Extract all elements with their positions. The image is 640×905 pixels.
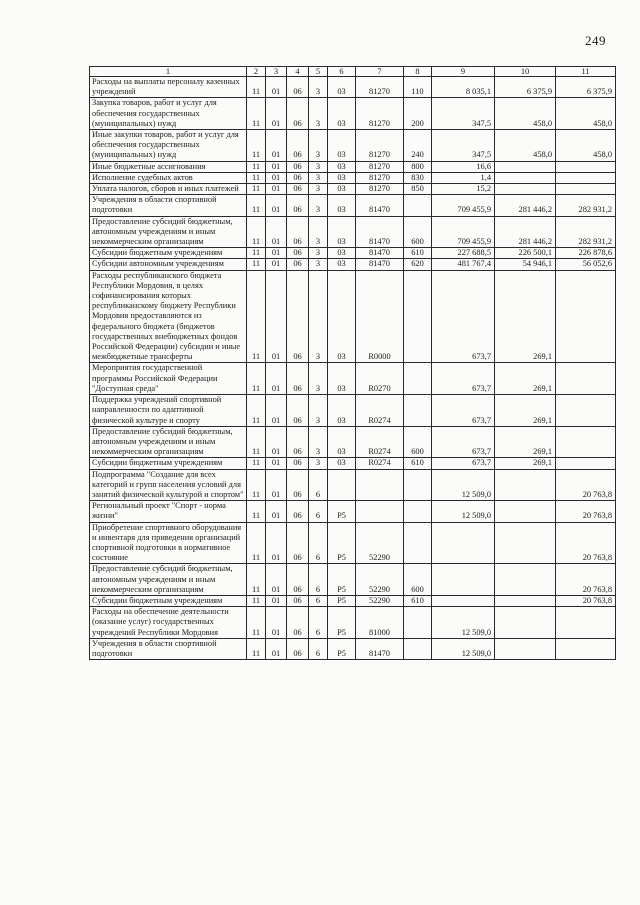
- amount-year-2-cell: 269,1: [495, 458, 556, 469]
- gov-code-cell: 11: [247, 638, 266, 659]
- target-article-code-cell: R0274: [356, 395, 404, 427]
- subsection-code-cell: 06: [287, 426, 309, 458]
- header-cell: 9: [432, 67, 495, 77]
- header-cell: 3: [266, 67, 287, 77]
- section-code-cell: 01: [266, 395, 287, 427]
- gov-code-cell: 11: [247, 564, 266, 596]
- amount-year-2-cell: 6 375,9: [495, 77, 556, 98]
- gov-code-cell: 11: [247, 522, 266, 564]
- section-code-cell: 01: [266, 607, 287, 639]
- table-row: [90, 501, 616, 522]
- project-code-cell: P5: [328, 607, 356, 639]
- gov-code-cell: 11: [247, 248, 266, 259]
- target-article-code-cell: 81270: [356, 184, 404, 195]
- expense-type-code-cell: [404, 195, 432, 216]
- project-code-cell: 03: [328, 248, 356, 259]
- amount-year-2-cell: 269,1: [495, 363, 556, 395]
- amount-year-3-cell: 6 375,9: [556, 77, 616, 98]
- amount-year-3-cell: [556, 607, 616, 639]
- section-code-cell: 01: [266, 501, 287, 522]
- gov-code-cell: 11: [247, 363, 266, 395]
- table-row: [90, 77, 616, 98]
- expense-type-code-cell: [404, 522, 432, 564]
- header-cell: 4: [287, 67, 309, 77]
- subsection-code-cell: 06: [287, 172, 309, 183]
- program-code-cell: 6: [309, 501, 328, 522]
- expense-type-code-cell: [404, 270, 432, 363]
- project-code-cell: 03: [328, 458, 356, 469]
- row-name-cell: Учреждения в области спортивной подготовки: [90, 195, 247, 216]
- amount-year-1-cell: [432, 564, 495, 596]
- subsection-code-cell: 06: [287, 259, 309, 270]
- table-row: [90, 195, 616, 216]
- project-code-cell: P5: [328, 595, 356, 606]
- target-article-code-cell: 81470: [356, 259, 404, 270]
- section-code-cell: 01: [266, 216, 287, 248]
- amount-year-1-cell: 12 509,0: [432, 607, 495, 639]
- row-name-cell: Мероприятия государственной программы Российской Федерации "Доступная среда": [90, 363, 247, 395]
- project-code-cell: P5: [328, 564, 356, 596]
- section-code-cell: 01: [266, 98, 287, 130]
- expense-type-code-cell: [404, 469, 432, 501]
- table-row: [90, 172, 616, 183]
- amount-year-3-cell: 20 763,8: [556, 501, 616, 522]
- table-row: [90, 607, 616, 639]
- amount-year-3-cell: 20 763,8: [556, 564, 616, 596]
- header-cell: 10: [495, 67, 556, 77]
- section-code-cell: 01: [266, 130, 287, 162]
- row-name-cell: Подпрограмма "Создание для всех категорий и групп населения условий для занятий физической культурой и спортом": [90, 469, 247, 501]
- expense-type-code-cell: 800: [404, 161, 432, 172]
- amount-year-1-cell: 15,2: [432, 184, 495, 195]
- amount-year-3-cell: [556, 172, 616, 183]
- project-code-cell: 03: [328, 161, 356, 172]
- project-code-cell: P5: [328, 501, 356, 522]
- amount-year-1-cell: 8 035,1: [432, 77, 495, 98]
- expense-type-code-cell: [404, 363, 432, 395]
- table-row: [90, 248, 616, 259]
- table-row: [90, 595, 616, 606]
- section-code-cell: 01: [266, 172, 287, 183]
- amount-year-1-cell: [432, 595, 495, 606]
- project-code-cell: 03: [328, 395, 356, 427]
- row-name-cell: Предоставление субсидий бюджетным, автономным учреждениям и иным некоммерческим организациям: [90, 426, 247, 458]
- gov-code-cell: 11: [247, 607, 266, 639]
- program-code-cell: 6: [309, 469, 328, 501]
- project-code-cell: 03: [328, 270, 356, 363]
- amount-year-2-cell: 226 500,1: [495, 248, 556, 259]
- gov-code-cell: 11: [247, 130, 266, 162]
- expense-type-code-cell: [404, 607, 432, 639]
- gov-code-cell: 11: [247, 184, 266, 195]
- row-name-cell: Уплата налогов, сборов и иных платежей: [90, 184, 247, 195]
- section-code-cell: 01: [266, 259, 287, 270]
- row-name-cell: Расходы на обеспечение деятельности (оказание услуг) государственных учреждений Республики Мордовия: [90, 607, 247, 639]
- expense-type-code-cell: 200: [404, 98, 432, 130]
- amount-year-1-cell: 347,5: [432, 130, 495, 162]
- target-article-code-cell: 81270: [356, 161, 404, 172]
- subsection-code-cell: 06: [287, 98, 309, 130]
- expense-type-code-cell: 610: [404, 248, 432, 259]
- amount-year-3-cell: 20 763,8: [556, 522, 616, 564]
- gov-code-cell: 11: [247, 98, 266, 130]
- page-number: 249: [585, 33, 606, 48]
- row-name-cell: Субсидии бюджетным учреждениям: [90, 458, 247, 469]
- amount-year-1-cell: 12 509,0: [432, 638, 495, 659]
- amount-year-1-cell: 673,7: [432, 270, 495, 363]
- expense-type-code-cell: 830: [404, 172, 432, 183]
- gov-code-cell: 11: [247, 259, 266, 270]
- table-row: [90, 426, 616, 458]
- amount-year-3-cell: [556, 270, 616, 363]
- amount-year-3-cell: 282 931,2: [556, 195, 616, 216]
- gov-code-cell: 11: [247, 270, 266, 363]
- amount-year-1-cell: 673,7: [432, 458, 495, 469]
- program-code-cell: 6: [309, 607, 328, 639]
- budget-table: [89, 66, 616, 660]
- amount-year-2-cell: 281 446,2: [495, 216, 556, 248]
- section-code-cell: 01: [266, 522, 287, 564]
- program-code-cell: 3: [309, 98, 328, 130]
- amount-year-1-cell: 673,7: [432, 395, 495, 427]
- project-code-cell: 03: [328, 259, 356, 270]
- row-name-cell: Предоставление субсидий бюджетным, автономным учреждениям и иным некоммерческим организациям: [90, 564, 247, 596]
- target-article-code-cell: 81470: [356, 248, 404, 259]
- program-code-cell: 6: [309, 638, 328, 659]
- amount-year-3-cell: [556, 638, 616, 659]
- expense-type-code-cell: 600: [404, 564, 432, 596]
- target-article-code-cell: 81470: [356, 195, 404, 216]
- subsection-code-cell: 06: [287, 161, 309, 172]
- table-row: [90, 161, 616, 172]
- header-row: [90, 67, 616, 77]
- amount-year-2-cell: [495, 522, 556, 564]
- table-body: [90, 67, 616, 660]
- section-code-cell: 01: [266, 270, 287, 363]
- subsection-code-cell: 06: [287, 522, 309, 564]
- expense-type-code-cell: [404, 501, 432, 522]
- target-article-code-cell: 81000: [356, 607, 404, 639]
- amount-year-3-cell: [556, 395, 616, 427]
- section-code-cell: 01: [266, 564, 287, 596]
- program-code-cell: 3: [309, 426, 328, 458]
- project-code-cell: 03: [328, 130, 356, 162]
- subsection-code-cell: 06: [287, 607, 309, 639]
- subsection-code-cell: 06: [287, 195, 309, 216]
- row-name-cell: Расходы республиканского бюджета Республики Мордовия, в целях софинансирования которых республиканскому бюджету Республики Мордовия предоставляются из федерального бюджета (бюджетов государственных внебюджетных фондов Российской Федерации) субсидии и иные межбюджетные трансферты: [90, 270, 247, 363]
- amount-year-3-cell: 282 931,2: [556, 216, 616, 248]
- amount-year-3-cell: [556, 363, 616, 395]
- amount-year-2-cell: 269,1: [495, 270, 556, 363]
- program-code-cell: 3: [309, 195, 328, 216]
- section-code-cell: 01: [266, 595, 287, 606]
- table-row: [90, 522, 616, 564]
- amount-year-3-cell: 56 052,6: [556, 259, 616, 270]
- subsection-code-cell: 06: [287, 130, 309, 162]
- program-code-cell: 3: [309, 259, 328, 270]
- gov-code-cell: 11: [247, 595, 266, 606]
- section-code-cell: 01: [266, 458, 287, 469]
- row-name-cell: Предоставление субсидий бюджетным, автономным учреждениям и иным некоммерческим организациям: [90, 216, 247, 248]
- program-code-cell: 3: [309, 270, 328, 363]
- subsection-code-cell: 06: [287, 270, 309, 363]
- amount-year-3-cell: [556, 184, 616, 195]
- expense-type-code-cell: 610: [404, 458, 432, 469]
- header-cell: 7: [356, 67, 404, 77]
- amount-year-3-cell: 226 878,6: [556, 248, 616, 259]
- target-article-code-cell: R0000: [356, 270, 404, 363]
- section-code-cell: 01: [266, 195, 287, 216]
- project-code-cell: 03: [328, 426, 356, 458]
- program-code-cell: 3: [309, 248, 328, 259]
- program-code-cell: 3: [309, 363, 328, 395]
- section-code-cell: 01: [266, 184, 287, 195]
- amount-year-1-cell: 673,7: [432, 363, 495, 395]
- table-row: [90, 216, 616, 248]
- target-article-code-cell: [356, 501, 404, 522]
- subsection-code-cell: 06: [287, 77, 309, 98]
- row-name-cell: Иные закупки товаров, работ и услуг для обеспечения государственных (муниципальных) нужд: [90, 130, 247, 162]
- subsection-code-cell: 06: [287, 501, 309, 522]
- table-row: [90, 363, 616, 395]
- amount-year-2-cell: [495, 161, 556, 172]
- amount-year-3-cell: 458,0: [556, 130, 616, 162]
- project-code-cell: 03: [328, 216, 356, 248]
- amount-year-2-cell: [495, 469, 556, 501]
- amount-year-1-cell: 227 688,5: [432, 248, 495, 259]
- amount-year-2-cell: [495, 638, 556, 659]
- table-row: [90, 130, 616, 162]
- subsection-code-cell: 06: [287, 248, 309, 259]
- gov-code-cell: 11: [247, 172, 266, 183]
- target-article-code-cell: 81470: [356, 216, 404, 248]
- amount-year-1-cell: [432, 522, 495, 564]
- gov-code-cell: 11: [247, 77, 266, 98]
- expense-type-code-cell: 610: [404, 595, 432, 606]
- row-name-cell: Региональный проект "Спорт - норма жизни": [90, 501, 247, 522]
- target-article-code-cell: 52290: [356, 522, 404, 564]
- row-name-cell: Иные бюджетные ассигнования: [90, 161, 247, 172]
- table-row: [90, 564, 616, 596]
- amount-year-3-cell: [556, 458, 616, 469]
- amount-year-2-cell: 269,1: [495, 426, 556, 458]
- program-code-cell: 3: [309, 172, 328, 183]
- target-article-code-cell: 52290: [356, 595, 404, 606]
- header-cell: 8: [404, 67, 432, 77]
- gov-code-cell: 11: [247, 216, 266, 248]
- row-name-cell: Закупка товаров, работ и услуг для обеспечения государственных (муниципальных) нужд: [90, 98, 247, 130]
- target-article-code-cell: R0274: [356, 426, 404, 458]
- section-code-cell: 01: [266, 363, 287, 395]
- program-code-cell: 3: [309, 77, 328, 98]
- target-article-code-cell: R0274: [356, 458, 404, 469]
- header-cell: 2: [247, 67, 266, 77]
- row-name-cell: Расходы на выплаты персоналу казенных учреждений: [90, 77, 247, 98]
- target-article-code-cell: R0270: [356, 363, 404, 395]
- section-code-cell: 01: [266, 248, 287, 259]
- amount-year-3-cell: [556, 161, 616, 172]
- row-name-cell: Субсидии бюджетным учреждениям: [90, 248, 247, 259]
- section-code-cell: 01: [266, 638, 287, 659]
- gov-code-cell: 11: [247, 426, 266, 458]
- row-name-cell: Поддержка учреждений спортивной направленности по адаптивной физической культуре и спорту: [90, 395, 247, 427]
- gov-code-cell: 11: [247, 395, 266, 427]
- table-row: [90, 458, 616, 469]
- program-code-cell: 6: [309, 564, 328, 596]
- program-code-cell: 3: [309, 216, 328, 248]
- gov-code-cell: 11: [247, 195, 266, 216]
- gov-code-cell: 11: [247, 469, 266, 501]
- project-code-cell: 03: [328, 172, 356, 183]
- amount-year-1-cell: 12 509,0: [432, 501, 495, 522]
- expense-type-code-cell: [404, 638, 432, 659]
- row-name-cell: Учреждения в области спортивной подготовки: [90, 638, 247, 659]
- target-article-code-cell: [356, 469, 404, 501]
- header-cell: 5: [309, 67, 328, 77]
- target-article-code-cell: 81470: [356, 638, 404, 659]
- row-name-cell: Приобретение спортивного оборудования и инвентаря для приведения организаций спортивной подготовки в нормативное состояние: [90, 522, 247, 564]
- amount-year-1-cell: 673,7: [432, 426, 495, 458]
- gov-code-cell: 11: [247, 161, 266, 172]
- amount-year-2-cell: 458,0: [495, 98, 556, 130]
- project-code-cell: 03: [328, 184, 356, 195]
- amount-year-2-cell: 281 446,2: [495, 195, 556, 216]
- row-name-cell: Субсидии автономным учреждениям: [90, 259, 247, 270]
- table-row: [90, 98, 616, 130]
- section-code-cell: 01: [266, 161, 287, 172]
- amount-year-2-cell: [495, 595, 556, 606]
- project-code-cell: P5: [328, 522, 356, 564]
- header-cell: 11: [556, 67, 616, 77]
- subsection-code-cell: 06: [287, 595, 309, 606]
- program-code-cell: 3: [309, 130, 328, 162]
- project-code-cell: P5: [328, 638, 356, 659]
- amount-year-2-cell: 269,1: [495, 395, 556, 427]
- row-name-cell: Исполнение судебных актов: [90, 172, 247, 183]
- amount-year-3-cell: 20 763,8: [556, 595, 616, 606]
- table-row: [90, 469, 616, 501]
- header-cell: 1: [90, 67, 247, 77]
- amount-year-3-cell: 20 763,8: [556, 469, 616, 501]
- program-code-cell: 6: [309, 522, 328, 564]
- project-code-cell: 03: [328, 195, 356, 216]
- section-code-cell: 01: [266, 469, 287, 501]
- target-article-code-cell: 52290: [356, 564, 404, 596]
- expense-type-code-cell: 850: [404, 184, 432, 195]
- section-code-cell: 01: [266, 77, 287, 98]
- subsection-code-cell: 06: [287, 564, 309, 596]
- amount-year-2-cell: [495, 607, 556, 639]
- gov-code-cell: 11: [247, 458, 266, 469]
- program-code-cell: 3: [309, 161, 328, 172]
- project-code-cell: [328, 469, 356, 501]
- amount-year-3-cell: 458,0: [556, 98, 616, 130]
- amount-year-2-cell: 54 946,1: [495, 259, 556, 270]
- amount-year-3-cell: [556, 426, 616, 458]
- amount-year-1-cell: 12 509,0: [432, 469, 495, 501]
- table-row: [90, 270, 616, 363]
- amount-year-2-cell: 458,0: [495, 130, 556, 162]
- subsection-code-cell: 06: [287, 458, 309, 469]
- target-article-code-cell: 81270: [356, 130, 404, 162]
- amount-year-2-cell: [495, 172, 556, 183]
- table-row: [90, 184, 616, 195]
- expense-type-code-cell: [404, 395, 432, 427]
- row-name-cell: Субсидии бюджетным учреждениям: [90, 595, 247, 606]
- expense-type-code-cell: 110: [404, 77, 432, 98]
- target-article-code-cell: 81270: [356, 77, 404, 98]
- table-row: [90, 638, 616, 659]
- subsection-code-cell: 06: [287, 395, 309, 427]
- amount-year-1-cell: 481 767,4: [432, 259, 495, 270]
- amount-year-2-cell: [495, 564, 556, 596]
- project-code-cell: 03: [328, 77, 356, 98]
- expense-type-code-cell: 240: [404, 130, 432, 162]
- amount-year-1-cell: 709 455,9: [432, 216, 495, 248]
- subsection-code-cell: 06: [287, 638, 309, 659]
- expense-type-code-cell: 620: [404, 259, 432, 270]
- program-code-cell: 3: [309, 395, 328, 427]
- subsection-code-cell: 06: [287, 216, 309, 248]
- program-code-cell: 6: [309, 595, 328, 606]
- header-cell: 6: [328, 67, 356, 77]
- amount-year-2-cell: [495, 184, 556, 195]
- table-row: [90, 259, 616, 270]
- amount-year-1-cell: 1,4: [432, 172, 495, 183]
- subsection-code-cell: 06: [287, 184, 309, 195]
- amount-year-2-cell: [495, 501, 556, 522]
- target-article-code-cell: 81270: [356, 98, 404, 130]
- program-code-cell: 3: [309, 458, 328, 469]
- subsection-code-cell: 06: [287, 363, 309, 395]
- project-code-cell: 03: [328, 363, 356, 395]
- amount-year-1-cell: 16,6: [432, 161, 495, 172]
- subsection-code-cell: 06: [287, 469, 309, 501]
- table-row: [90, 395, 616, 427]
- amount-year-1-cell: 347,5: [432, 98, 495, 130]
- program-code-cell: 3: [309, 184, 328, 195]
- amount-year-1-cell: 709 455,9: [432, 195, 495, 216]
- expense-type-code-cell: 600: [404, 426, 432, 458]
- section-code-cell: 01: [266, 426, 287, 458]
- gov-code-cell: 11: [247, 501, 266, 522]
- target-article-code-cell: 81270: [356, 172, 404, 183]
- expense-type-code-cell: 600: [404, 216, 432, 248]
- project-code-cell: 03: [328, 98, 356, 130]
